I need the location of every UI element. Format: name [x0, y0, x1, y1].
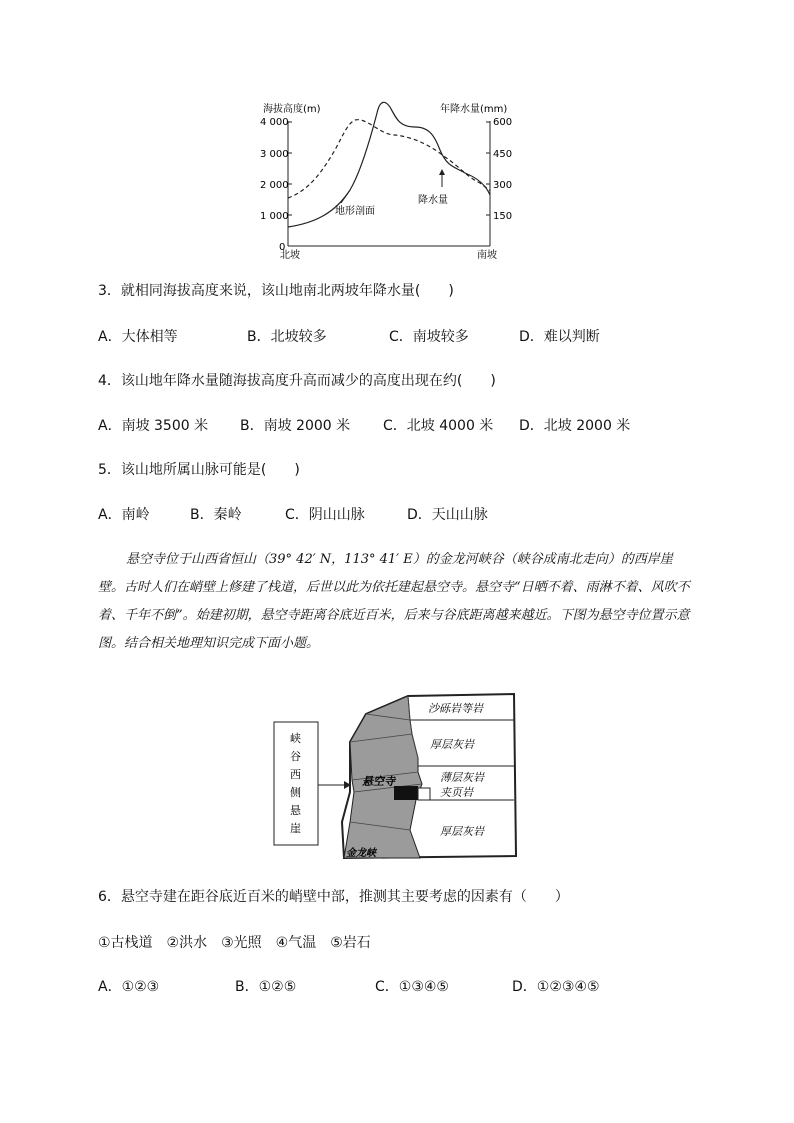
side-label-char: 峡: [290, 732, 301, 745]
q4-option-d: D．北坡 2000 米: [519, 418, 631, 434]
side-label-char: 侧: [290, 786, 301, 799]
q6-option-b: B．①②⑤: [235, 979, 297, 995]
q5-option-c: C．阴山山脉: [285, 507, 365, 523]
right-tick: 150: [493, 211, 513, 222]
right-tick: 600: [493, 117, 513, 128]
terrain-precipitation-figure: [255, 95, 525, 265]
q6-factors: ①古栈道 ②洪水 ③光照 ④气温 ⑤岩石: [98, 935, 371, 951]
left-axis-title: 海拔高度(m): [263, 104, 321, 115]
side-label-char: 谷: [290, 750, 301, 763]
hanging-temple-diagram: [270, 690, 525, 865]
question-5-stem: 5．该山地所属山脉可能是( ): [98, 462, 300, 478]
question-3-stem: 3．就相同海拔高度来说，该山地南北两坡年降水量( ): [98, 283, 454, 299]
side-label-char: 西: [290, 768, 301, 781]
temple-label: 悬空寺: [362, 775, 395, 788]
q5-option-a: A．南岭: [98, 507, 150, 523]
q3-option-d: D．难以判断: [519, 329, 600, 345]
left-tick: 0: [279, 242, 286, 253]
q6-option-d: D．①②③④⑤: [512, 979, 600, 995]
q6-option-c: C．①③④⑤: [375, 979, 449, 995]
left-tick: 2 000: [260, 180, 289, 191]
layer-label: 厚层灰岩: [430, 738, 474, 751]
question-4-stem: 4．该山地年降水量随海拔高度升高而减少的高度出现在约( ): [98, 373, 496, 389]
right-tick: 450: [493, 149, 513, 160]
q3-option-a: A．大体相等: [98, 329, 178, 345]
left-tick: 3 000: [260, 149, 289, 160]
question-6-stem: 6．悬空寺建在距谷底近百米的峭壁中部，推测其主要考虑的因素有（ ）: [98, 889, 569, 905]
gorge-label: 金龙峡: [346, 848, 376, 859]
layer-label: 沙砾岩等岩: [428, 702, 483, 715]
q3-option-b: B．北坡较多: [247, 329, 327, 345]
q5-option-b: B．秦岭: [190, 507, 242, 523]
terrain-label: 地形剖面: [335, 206, 375, 217]
layer-label: 薄层灰岩: [440, 771, 484, 784]
layer-label: 厚层灰岩: [440, 825, 484, 838]
side-label-char: 崖: [290, 822, 301, 835]
q3-option-c: C．南坡较多: [389, 329, 469, 345]
reading-passage: 悬空寺位于山西省恒山（39° 42′ N，113° 41′ E）的金龙河峡谷（峡谷成南北走向）的西岸崖壁。古时人们在峭壁上修建了栈道，后世以此为依托建起悬空寺。悬空寺“日晒不着、雨淋不着、风吹不着、千年不倒”。始建初期，悬空寺距离谷底近百米，后来与谷底距离越来越近。下图为悬空寺位置示意图。结合相关地理知识完成下面小题。: [98, 552, 690, 651]
left-tick: 1 000: [260, 211, 289, 222]
q4-option-b: B．南坡 2000 米: [240, 418, 351, 434]
right-axis-title: 年降水量(mm): [440, 104, 508, 115]
q5-option-d: D．天山山脉: [407, 507, 488, 523]
precipitation-line: [288, 120, 490, 198]
side-label-char: 悬: [290, 804, 301, 817]
left-tick: 4 000: [260, 117, 289, 128]
q4-option-a: A．南坡 3500 米: [98, 418, 209, 434]
terrain-profile-line: [288, 102, 490, 227]
layer-label: 夹页岩: [440, 786, 473, 799]
x-axis-left-label: 北坡: [280, 250, 300, 261]
q4-option-c: C．北坡 4000 米: [383, 418, 494, 434]
precipitation-label: 降水量: [418, 195, 448, 206]
x-axis-right-label: 南坡: [477, 250, 497, 261]
right-tick: 300: [493, 180, 513, 191]
q6-option-a: A．①②③: [98, 979, 160, 995]
